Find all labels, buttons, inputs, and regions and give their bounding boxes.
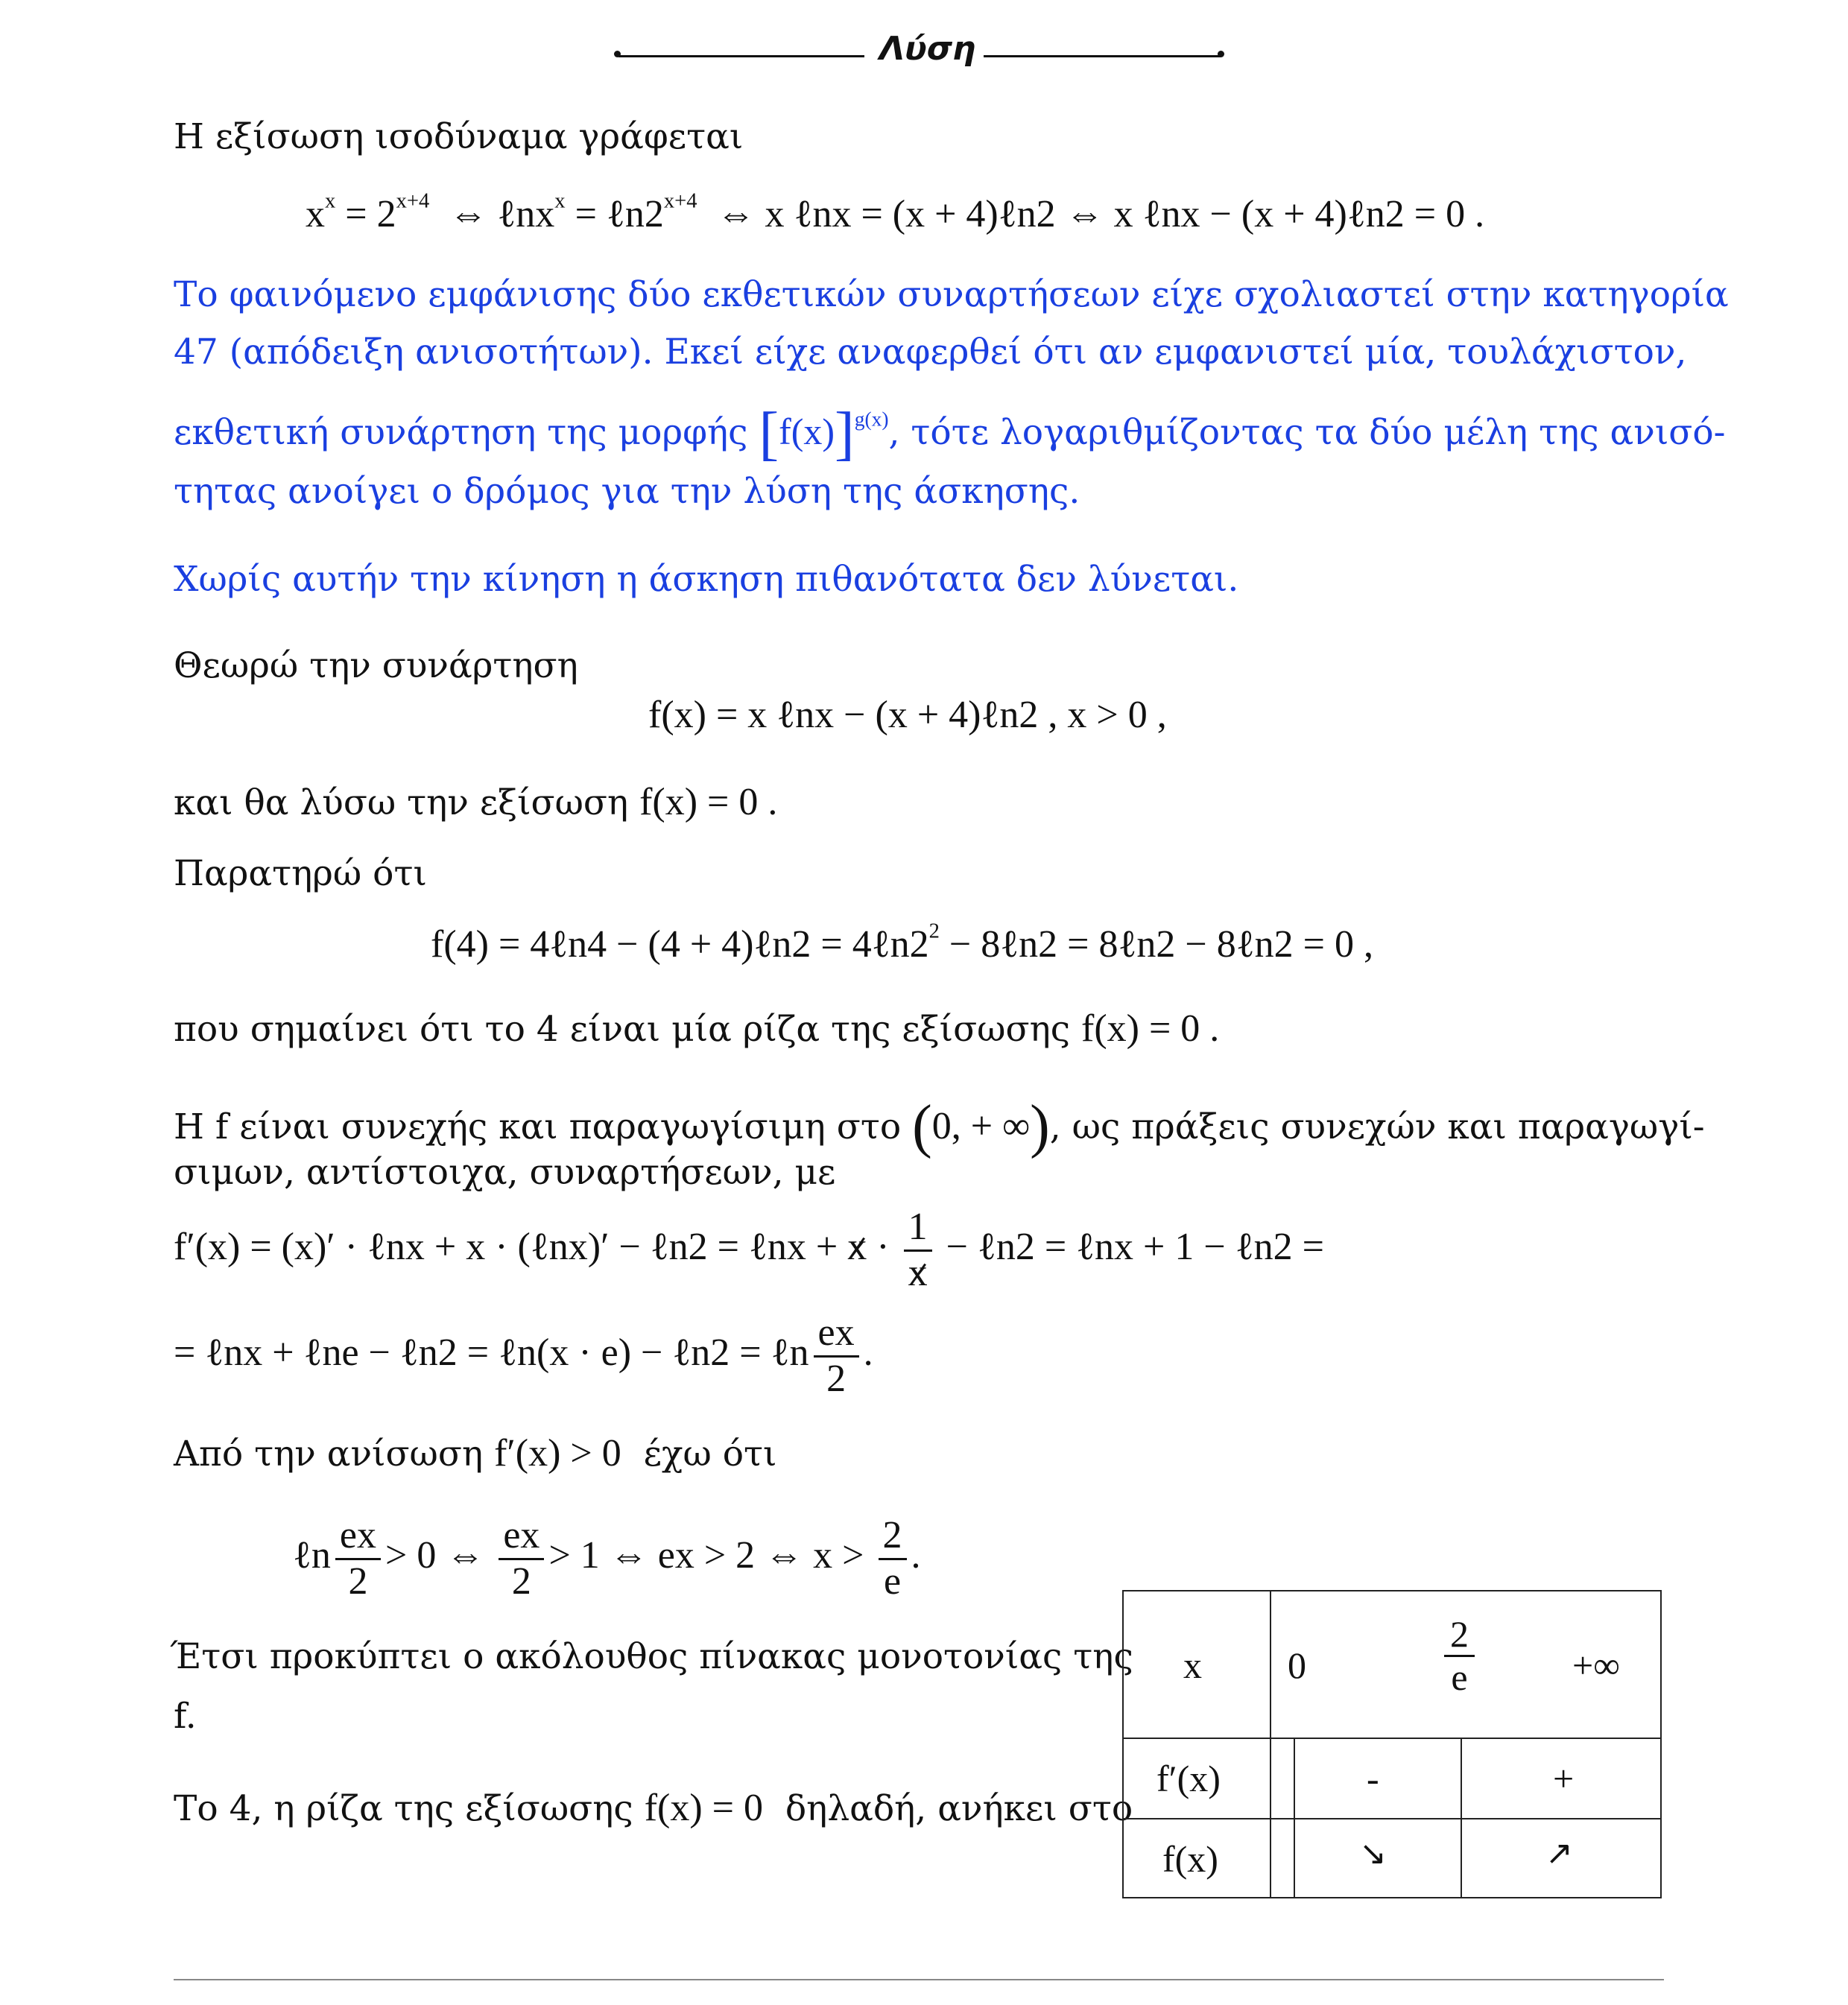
- table-hline-1: [1124, 1738, 1660, 1739]
- table-x-end: +∞: [1572, 1644, 1620, 1686]
- table-x-mid: [1444, 1614, 1475, 1698]
- sign-left: -: [1367, 1758, 1379, 1799]
- root-line: [174, 1785, 1133, 1831]
- continuity-text-a: Η f είναι συνεχής και παραγωγίσιμη στο: [174, 1106, 902, 1147]
- derivative-line-2: = ℓnx + ℓne − ℓn2 = ℓn(x · e) − ℓn2 = ℓn $\frac{ex}{2}$ .: [174, 1311, 873, 1400]
- decreasing-arrow-icon: ↘: [1359, 1834, 1387, 1872]
- comment-line-3a: εκθετική συνάρτηση της μορφής: [174, 412, 748, 453]
- solve-line: [174, 779, 777, 826]
- interval-value: 0, + ∞: [931, 1105, 1031, 1147]
- equation-main: $x^x = 2^{x+4}$ ⇔ ℓnx$^x$ = $\ell n2^{x+4}$ ⇔ x ℓnx = (x + 4)ℓn2 ⇔ x ℓnx − (x + 4)ℓn2 = 0 .: [306, 189, 1485, 235]
- means-text: που σημαίνει ότι το 4 είναι μία ρίζα της εξίσωσης: [174, 1009, 1071, 1050]
- f4-computation: [431, 919, 1373, 966]
- header-rule-right: [984, 55, 1221, 57]
- table-hline-2: [1124, 1818, 1660, 1819]
- header-dot-right: [1218, 51, 1224, 57]
- continuity-line-2: σιμων, αντίστοιχα, συναρτήσεων, με: [174, 1152, 836, 1193]
- comment-line-5: Χωρίς αυτήν την κίνηση η άσκηση πιθανότατα δεν λύνεται.: [174, 559, 1239, 600]
- root-text-a: Το 4, η ρίζα της εξίσωσης: [174, 1788, 633, 1829]
- table-vline-double: [1294, 1738, 1295, 1897]
- f4-exponent: 2: [928, 919, 940, 943]
- root-equation: f(x) = 0: [644, 1787, 763, 1829]
- continuity-text-b: , ως πράξεις συνεχών και παραγωγί-: [1049, 1106, 1705, 1147]
- derivative-line-1: f′(x) = (x)′ · ℓnx + x · (ℓnx)′ − ℓn2 = ℓnx + x · $\frac{1}{x}$ − ℓn2 = ℓnx + 1 − ℓn2 =: [174, 1206, 1324, 1294]
- thus-line-2: f.: [174, 1696, 197, 1737]
- comment-line-3b: , τότε λογαριθμίζοντας τα δύο μέλη της ανισό-: [888, 412, 1726, 453]
- table-x-mid-num: 2: [1444, 1614, 1475, 1657]
- comment-line-3: [174, 398, 1726, 469]
- inequality-text-a: Από την ανίσωση: [174, 1434, 484, 1475]
- comment-line-4: τητας ανοίγει ο δρόμος για την λύση της άσκησης.: [174, 471, 1080, 512]
- inequality-text-b: έχω ότι: [643, 1434, 777, 1475]
- solve-text: και θα λύσω την εξίσωση: [174, 782, 629, 823]
- function-definition: f(x) = x ℓnx − (x + 4)ℓn2 , x > 0 ,: [648, 694, 1167, 736]
- means-equation: f(x) = 0 .: [1081, 1007, 1220, 1050]
- comment-line-1: Το φαινόμενο εμφάνισης δύο εκθετικών συναρτήσεων είχε σχολιαστεί στην κατηγορία: [174, 274, 1729, 315]
- header-rule-left: [618, 55, 864, 57]
- thus-line-1: Έτσι προκύπτει ο ακόλουθος πίνακας μονοτονίας της: [170, 1636, 1133, 1677]
- inequality-math: f′(x) > 0: [494, 1432, 621, 1475]
- root-text-b: δηλαδή, ανήκει στο: [785, 1788, 1133, 1829]
- increasing-arrow-icon: ↗: [1545, 1834, 1573, 1872]
- means-line: [174, 1006, 1219, 1052]
- comment-line-2: 47 (απόδειξη ανισοτήτων). Εκεί είχε αναφερθεί ότι αν εμφανιστεί μία, τουλάχιστον,: [174, 332, 1687, 373]
- table-x-start: 0: [1288, 1644, 1306, 1686]
- footer-rule: [174, 1979, 1664, 1980]
- inequality-line: [174, 1431, 776, 1477]
- table-label-x: x: [1183, 1644, 1202, 1686]
- header-title: Λύση: [879, 30, 976, 68]
- solve-equation: f(x) = 0 .: [639, 781, 778, 823]
- intro-text: Η εξίσωση ισοδύναμα γράφεται: [174, 116, 744, 157]
- sign-right: +: [1553, 1758, 1575, 1799]
- table-vline-header: [1270, 1591, 1271, 1897]
- f4-part2: − 8ℓn2 = 8ℓn2 − 8ℓn2 = 0 ,: [939, 923, 1373, 966]
- f4-part1: f(4) = 4ℓn4 − (4 + 4)ℓn2 = 4ℓn2: [431, 923, 929, 966]
- table-vline-mid: [1461, 1738, 1462, 1897]
- interval: (0, + ∞): [912, 1094, 1050, 1159]
- observe-text: Παρατηρώ ότι: [174, 853, 427, 894]
- table-x-mid-den: e: [1451, 1656, 1468, 1698]
- exp-form: $[f(x)]^{g(x)}$: [759, 401, 889, 466]
- table-label-f: f(x): [1162, 1838, 1218, 1880]
- table-label-fprime: f′(x): [1156, 1758, 1221, 1799]
- inequality-chain: ℓn $\frac{ex}{2}$ > 0 ⇔ $\frac{ex}{2}$ > 1 ⇔ ex > 2 ⇔ x > $\frac{2}{e}$ .: [293, 1514, 921, 1603]
- monotonicity-table: [1122, 1590, 1662, 1898]
- consider-text: Θεωρώ την συνάρτηση: [174, 645, 578, 686]
